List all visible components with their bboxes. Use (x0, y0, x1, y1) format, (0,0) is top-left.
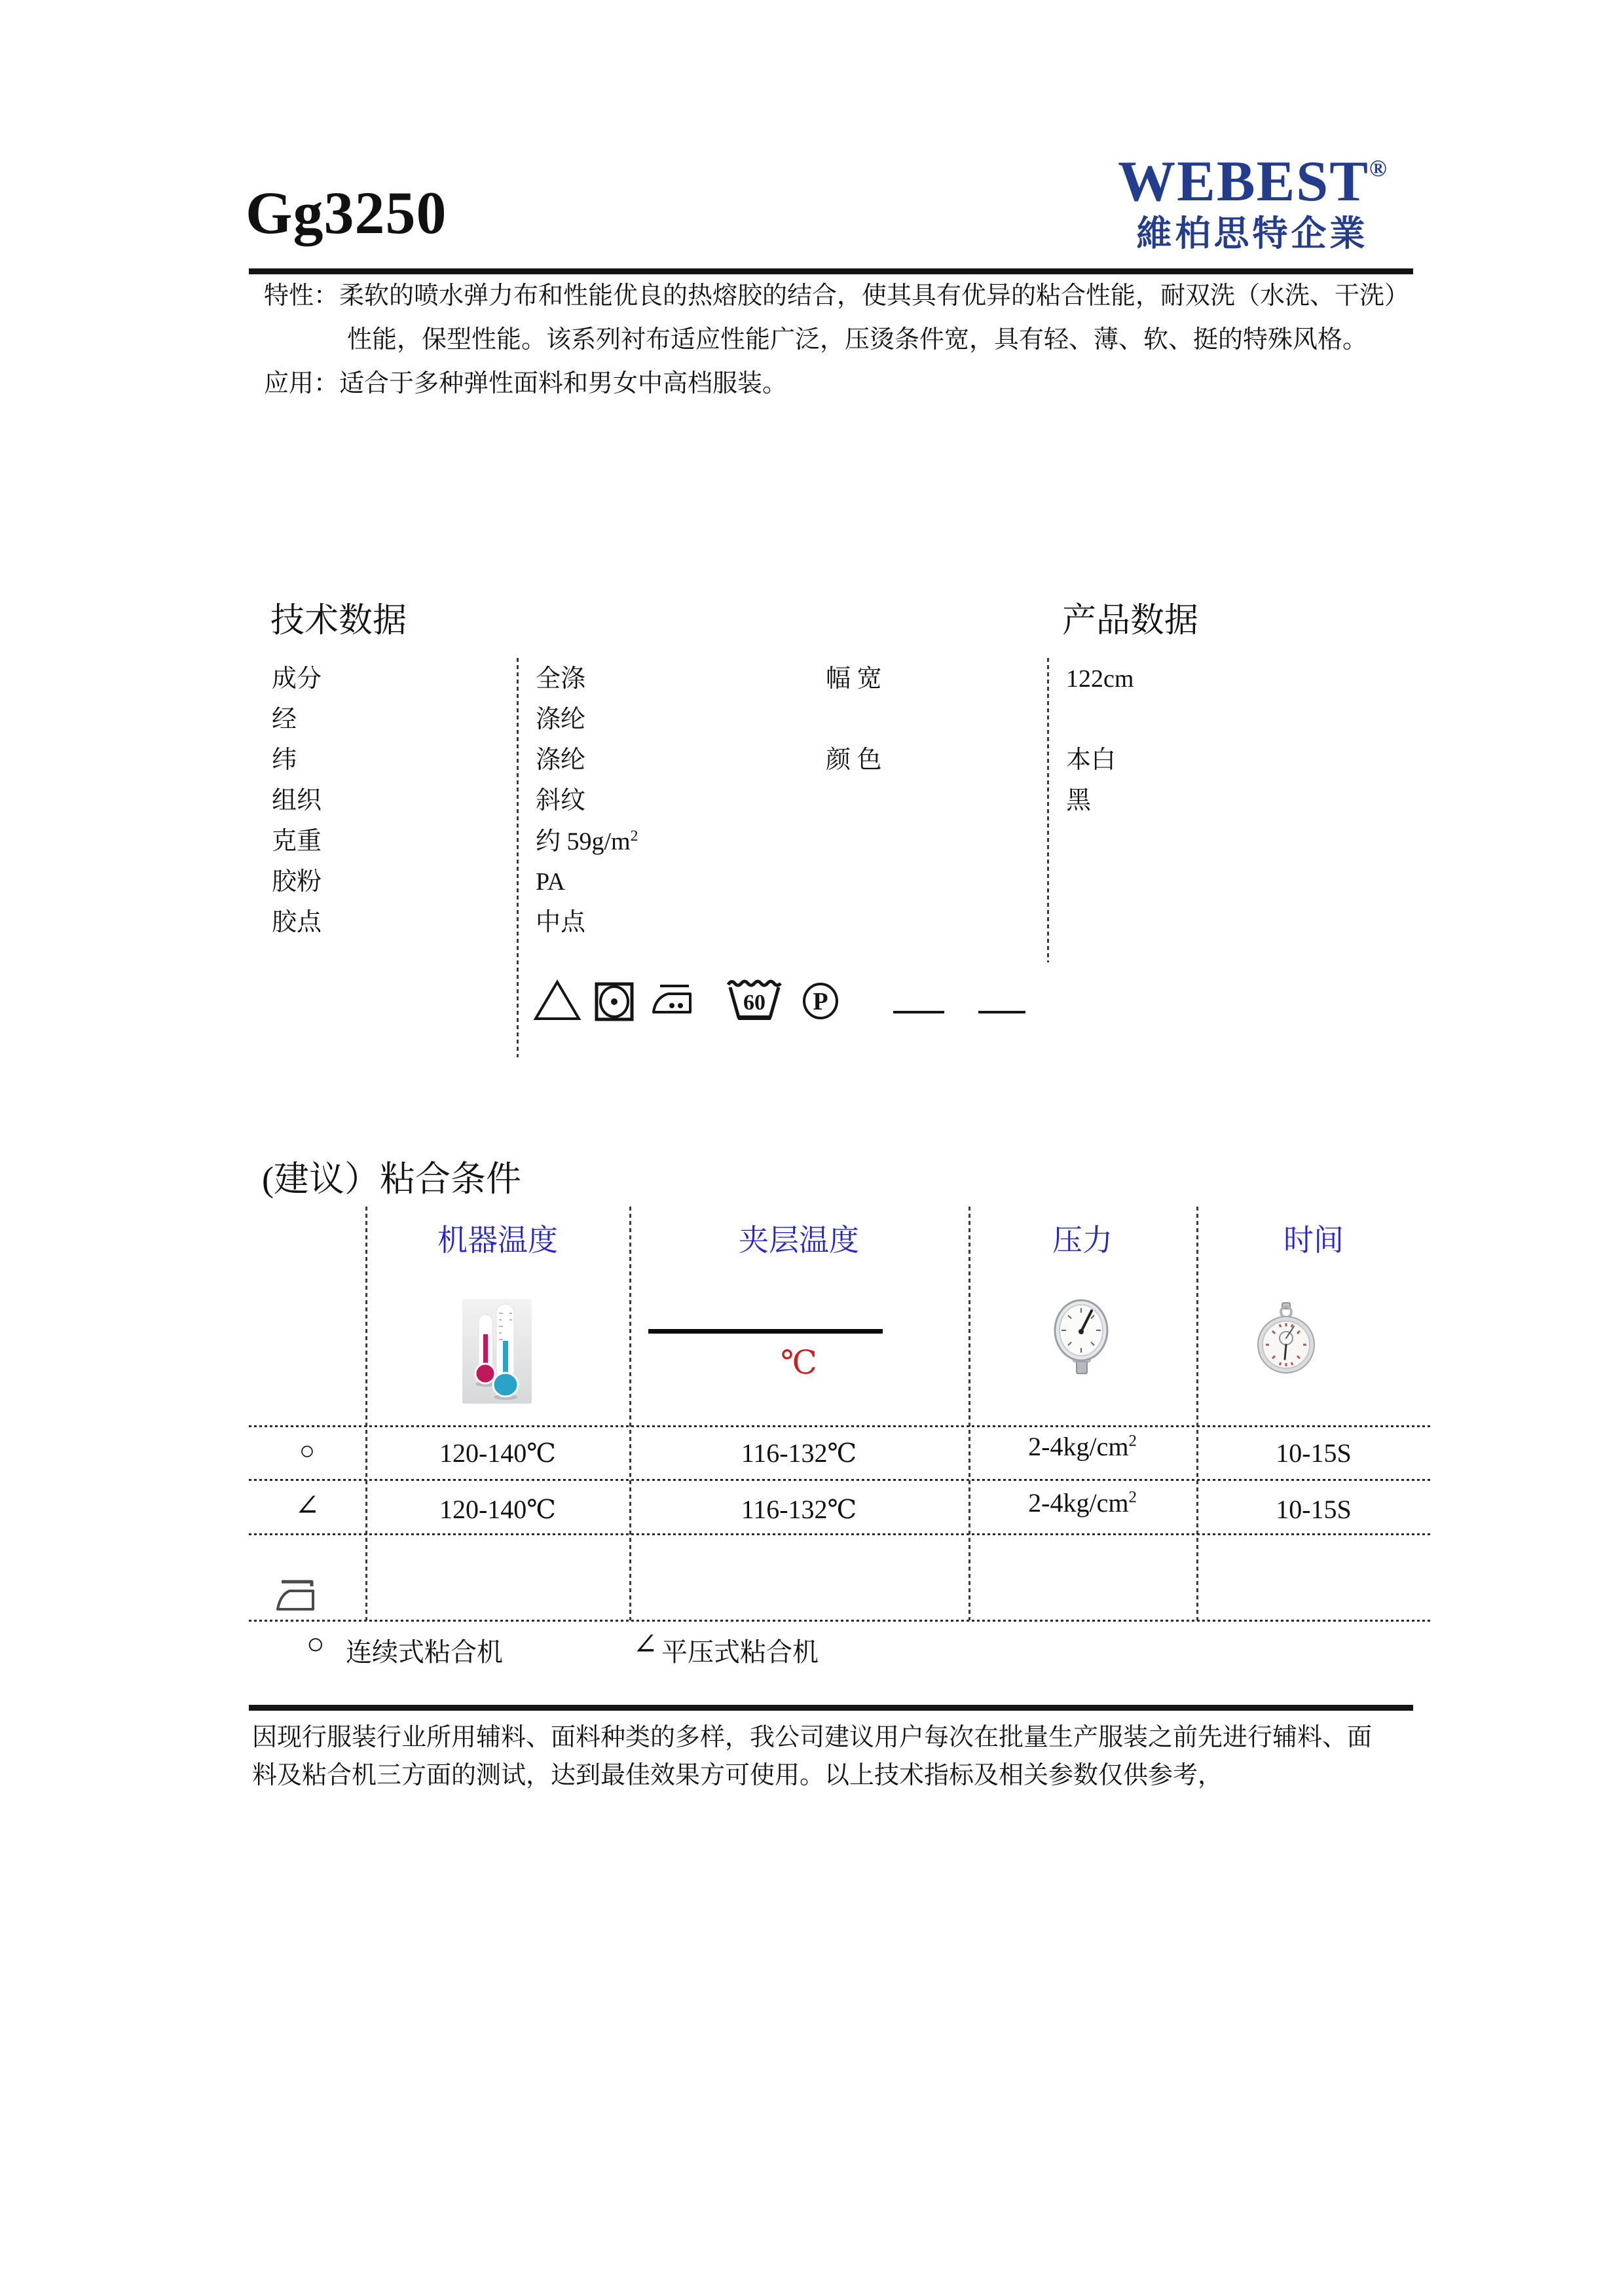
row1-machine-type-symbol: ○ (299, 1436, 316, 1465)
tech-data-heading: 技术数据 (270, 602, 407, 640)
bond-row-divider (249, 1425, 1431, 1427)
footer-line2: 料及粘合机三方面的测试，达到最佳效果方可使用。以上技术指标及相关参数仅供参考， (252, 1762, 1223, 1789)
bond-col-divider (365, 1207, 367, 1620)
page-title: Gg3250 (246, 179, 447, 246)
col-header-pressure: 压力 (1052, 1224, 1113, 1257)
application-text: 适合于多种弹性面料和男女中高档服装。 (339, 370, 788, 397)
bonding-conditions-heading: (建议）粘合条件 (262, 1159, 521, 1199)
color-value-white: 本白 (1066, 746, 1116, 774)
tech-label: 经 (272, 706, 297, 733)
tech-label: 成分 (272, 665, 322, 693)
tech-value: 中点 (536, 909, 586, 936)
tech-divider-left (517, 658, 519, 1057)
legend-angle-text: 平压式粘合机 (661, 1637, 819, 1667)
p-letter-text: P (813, 988, 828, 1015)
bond-col-divider (1196, 1207, 1198, 1620)
thermometer-icon (462, 1299, 532, 1404)
pressure-gauge-icon (1052, 1298, 1115, 1380)
pressure-sup: 2 (1128, 1488, 1137, 1506)
logo-brand-text: WEBEST (1118, 150, 1369, 213)
width-label: 幅 宽 (826, 665, 882, 693)
bleach-triangle-icon (533, 979, 581, 1021)
tech-divider-right (1047, 658, 1049, 962)
row2-machine-type-symbol: ∠ (294, 1489, 320, 1522)
col-header-machine-temp: 机器温度 (437, 1224, 558, 1257)
tech-value: 斜纹 (536, 787, 586, 814)
feature-label: 特性： (264, 282, 339, 310)
color-label: 颜 色 (826, 746, 882, 774)
tech-value: 涤纶 (536, 746, 586, 774)
header-rule (249, 268, 1413, 274)
row2-time: 10-15S (1276, 1495, 1352, 1524)
col-header-interlayer-temp: 夹层温度 (739, 1224, 859, 1257)
row1-interlayer-temp: 116-132℃ (741, 1438, 857, 1468)
legend-circle-symbol: ○ (306, 1627, 325, 1660)
tech-value: PA (536, 868, 566, 896)
tech-value: 全涤 (536, 665, 586, 693)
row1-machine-temp: 120-140℃ (439, 1438, 557, 1468)
bond-row-divider (249, 1533, 1431, 1535)
bond-row-divider (249, 1620, 1431, 1622)
row2-pressure: $2-4kg/cm^2$ (1028, 1488, 1137, 1518)
row1-time: 10-15S (1276, 1438, 1352, 1468)
feature-line1: 柔软的喷水弹力布和性能优良的热熔胶的结合，使其具有优异的粘合性能，耐双洗（水洗、干洗） (339, 282, 1410, 310)
tech-label: 克重 (272, 828, 322, 855)
tumble-dry-icon (595, 982, 634, 1021)
bond-col-divider (629, 1207, 631, 1620)
iron-two-dots-icon (648, 981, 698, 1019)
application-label: 应用： (264, 370, 339, 397)
celsius-symbol: ℃ (781, 1344, 817, 1381)
legend-circle-text: 连续式粘合机 (346, 1637, 503, 1667)
tech-label: 胶点 (272, 909, 322, 936)
row1-pressure: $2-4kg/cm^2$ (1028, 1432, 1137, 1461)
stopwatch-icon (1256, 1302, 1316, 1375)
pressure-sup: 2 (1128, 1432, 1137, 1450)
blank-line-icon (978, 1011, 1025, 1013)
legend-angle-symbol: ∠ (633, 1628, 658, 1661)
registered-trademark-icon: ® (1369, 155, 1387, 181)
feature-line2: 性能，保型性能。该系列衬布适应性能广泛，压烫条件宽，具有轻、薄、软、挺的特殊风格。 (347, 326, 1368, 354)
row2-interlayer-temp: 116-132℃ (741, 1495, 857, 1524)
weight-value: 约 59g/m (536, 828, 631, 856)
tech-label: 组织 (272, 787, 322, 814)
footer-line1: 因现行服装行业所用辅料、面料种类的多样，我公司建议用户每次在批量生产服装之前先进行辅料、面 (252, 1724, 1373, 1751)
wash-60-icon (724, 975, 784, 1025)
iron-row-icon (272, 1575, 318, 1614)
product-data-heading: 产品数据 (1062, 602, 1199, 640)
color-value-black: 黑 (1066, 787, 1092, 814)
interlayer-blank-line (648, 1329, 883, 1334)
wash-temp-text: 60 (743, 991, 766, 1015)
blank-line-icon (893, 1011, 944, 1013)
logo-wordmark (1107, 150, 1398, 213)
tech-label: 胶粉 (272, 868, 322, 896)
footer-rule (249, 1705, 1413, 1711)
tech-value (536, 827, 638, 857)
bond-row-divider (249, 1479, 1431, 1481)
bond-col-divider (969, 1207, 970, 1620)
tech-label: 纬 (272, 746, 297, 774)
width-value: 122cm (1066, 665, 1134, 693)
weight-value-sup: 2 (630, 828, 638, 845)
tech-value: 涤纶 (536, 706, 586, 733)
dry-clean-p-icon (802, 982, 840, 1020)
logo-company-name: 維柏思特企業 (1136, 214, 1369, 253)
company-logo (1107, 150, 1398, 253)
col-header-time: 时间 (1283, 1224, 1344, 1257)
row2-machine-temp: 120-140℃ (439, 1495, 557, 1524)
